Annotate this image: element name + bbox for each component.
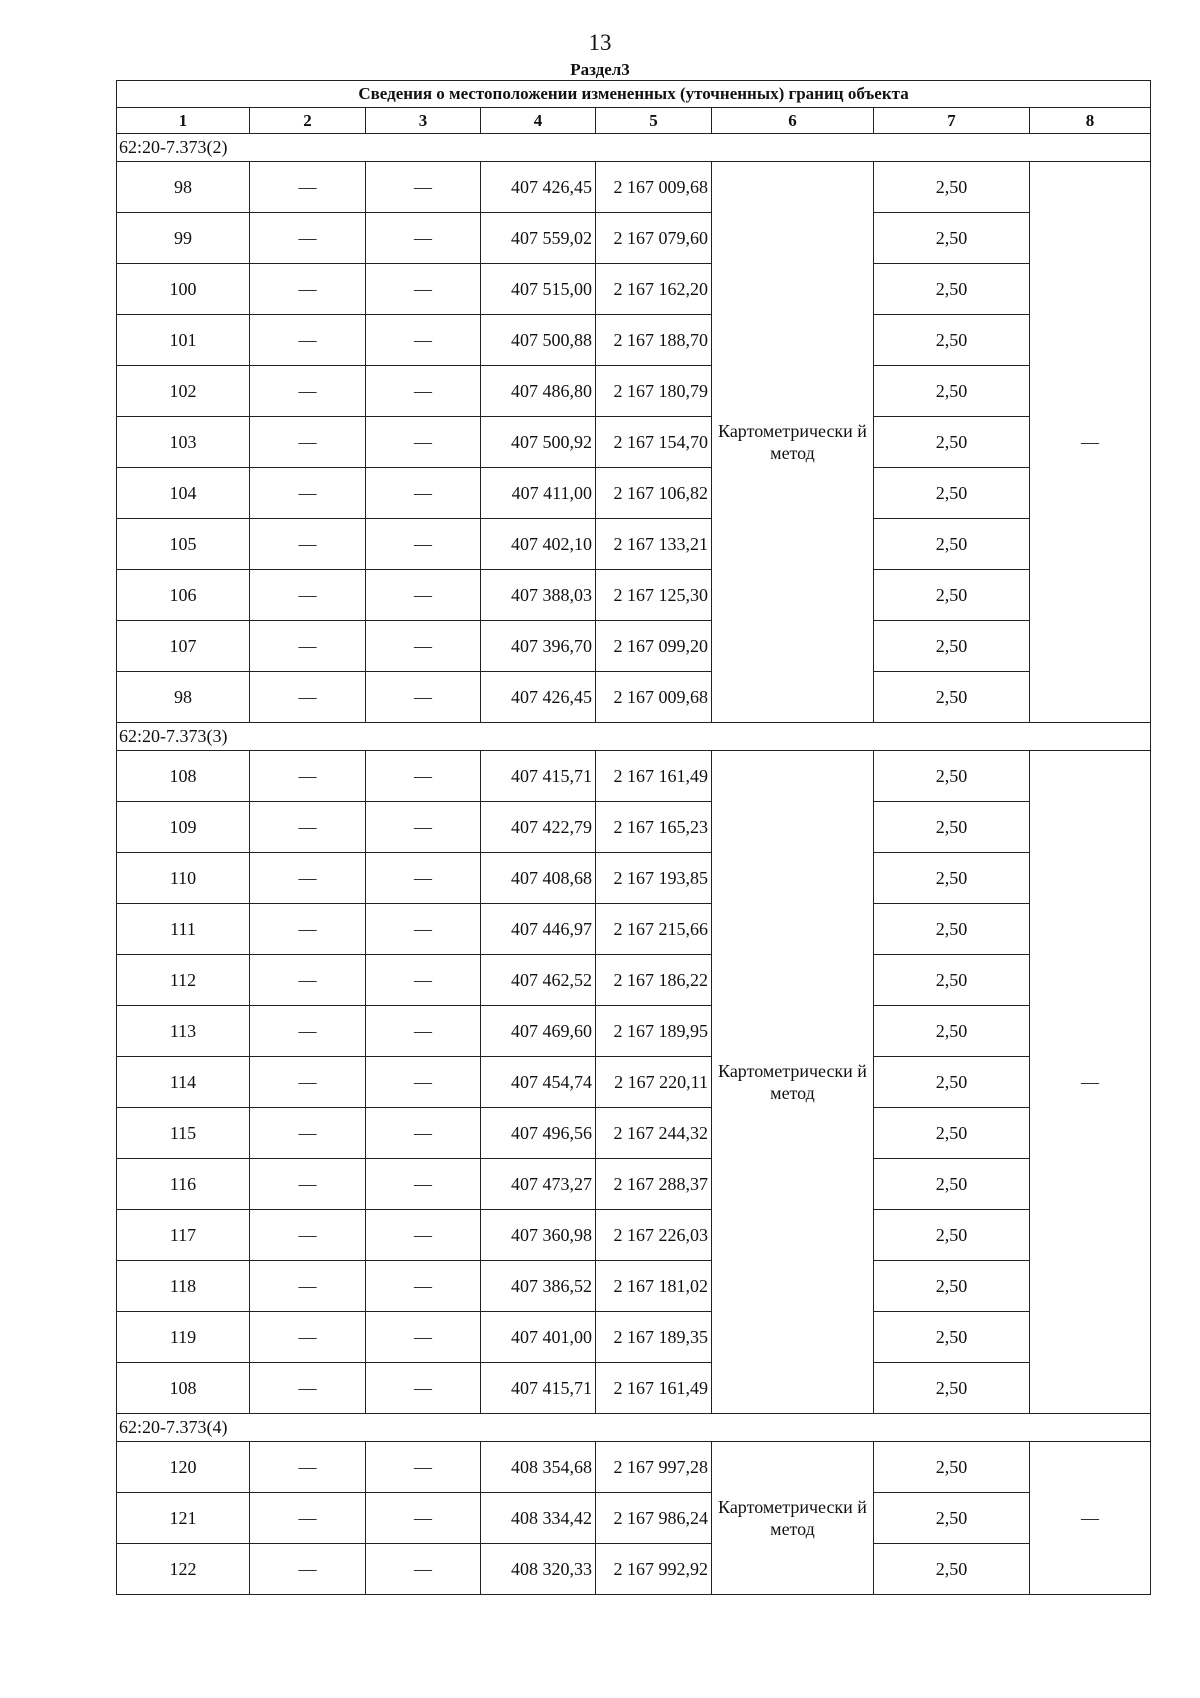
x-coordinate: 407 360,98	[481, 1210, 596, 1261]
table-row	[117, 315, 1151, 366]
x-coordinate: 407 500,92	[481, 417, 596, 468]
col2-value: —	[250, 904, 366, 955]
accuracy-value: 2,50	[874, 802, 1030, 853]
point-number: 104	[117, 468, 250, 519]
x-coordinate: 407 469,60	[481, 1006, 596, 1057]
col2-value: —	[250, 853, 366, 904]
accuracy-value: 2,50	[874, 1544, 1030, 1595]
point-number: 98	[117, 672, 250, 723]
table-row	[117, 468, 1151, 519]
y-coordinate: 2 167 220,11	[596, 1057, 712, 1108]
col8-value: —	[1030, 162, 1151, 723]
y-coordinate: 2 167 189,35	[596, 1312, 712, 1363]
table-row	[117, 672, 1151, 723]
y-coordinate: 2 167 997,28	[596, 1442, 712, 1493]
column-number-row	[117, 108, 1151, 134]
y-coordinate: 2 167 226,03	[596, 1210, 712, 1261]
y-coordinate: 2 167 288,37	[596, 1159, 712, 1210]
col3-value: —	[366, 1057, 481, 1108]
y-coordinate: 2 167 106,82	[596, 468, 712, 519]
col2-value: —	[250, 1544, 366, 1595]
table-caption-row	[117, 81, 1151, 108]
col2-value: —	[250, 1108, 366, 1159]
col2-value: —	[250, 519, 366, 570]
point-number: 107	[117, 621, 250, 672]
y-coordinate: 2 167 133,21	[596, 519, 712, 570]
accuracy-value: 2,50	[874, 672, 1030, 723]
y-coordinate: 2 167 181,02	[596, 1261, 712, 1312]
x-coordinate: 407 411,00	[481, 468, 596, 519]
table-row	[117, 417, 1151, 468]
x-coordinate: 407 402,10	[481, 519, 596, 570]
accuracy-value: 2,50	[874, 955, 1030, 1006]
parcel-id: 62:20-7.373(4)	[117, 1414, 1151, 1442]
parcel-header-row	[117, 723, 1151, 751]
y-coordinate: 2 167 244,32	[596, 1108, 712, 1159]
col2-value: —	[250, 802, 366, 853]
y-coordinate: 2 167 992,92	[596, 1544, 712, 1595]
section-title: Раздел3	[570, 60, 630, 79]
y-coordinate: 2 167 079,60	[596, 213, 712, 264]
table-row	[117, 1312, 1151, 1363]
column-number-1: 1	[117, 108, 250, 134]
table-row	[117, 1159, 1151, 1210]
accuracy-value: 2,50	[874, 751, 1030, 802]
col3-value: —	[366, 213, 481, 264]
y-coordinate: 2 167 009,68	[596, 162, 712, 213]
point-number: 112	[117, 955, 250, 1006]
point-number: 98	[117, 162, 250, 213]
x-coordinate: 407 386,52	[481, 1261, 596, 1312]
point-number: 106	[117, 570, 250, 621]
col2-value: —	[250, 366, 366, 417]
col3-value: —	[366, 315, 481, 366]
y-coordinate: 2 167 188,70	[596, 315, 712, 366]
y-coordinate: 2 167 165,23	[596, 802, 712, 853]
y-coordinate: 2 167 986,24	[596, 1493, 712, 1544]
x-coordinate: 407 446,97	[481, 904, 596, 955]
table-row	[117, 570, 1151, 621]
table-row	[117, 213, 1151, 264]
y-coordinate: 2 167 189,95	[596, 1006, 712, 1057]
accuracy-value: 2,50	[874, 1261, 1030, 1312]
accuracy-value: 2,50	[874, 162, 1030, 213]
col2-value: —	[250, 1210, 366, 1261]
col3-value: —	[366, 1312, 481, 1363]
col3-value: —	[366, 1544, 481, 1595]
point-number: 108	[117, 1363, 250, 1414]
accuracy-value: 2,50	[874, 315, 1030, 366]
x-coordinate: 407 396,70	[481, 621, 596, 672]
point-number: 117	[117, 1210, 250, 1261]
y-coordinate: 2 167 125,30	[596, 570, 712, 621]
method-cell: Картометрически й метод	[712, 162, 874, 723]
accuracy-value: 2,50	[874, 1159, 1030, 1210]
table-row	[117, 955, 1151, 1006]
col3-value: —	[366, 621, 481, 672]
table-row	[117, 904, 1151, 955]
col3-value: —	[366, 1006, 481, 1057]
point-number: 108	[117, 751, 250, 802]
table-row	[117, 1363, 1151, 1414]
col3-value: —	[366, 417, 481, 468]
col2-value: —	[250, 1312, 366, 1363]
col3-value: —	[366, 1493, 481, 1544]
point-number: 115	[117, 1108, 250, 1159]
table-row	[117, 519, 1151, 570]
accuracy-value: 2,50	[874, 1108, 1030, 1159]
y-coordinate: 2 167 154,70	[596, 417, 712, 468]
accuracy-value: 2,50	[874, 519, 1030, 570]
col2-value: —	[250, 570, 366, 621]
table-row	[117, 366, 1151, 417]
col3-value: —	[366, 904, 481, 955]
x-coordinate: 407 415,71	[481, 1363, 596, 1414]
accuracy-value: 2,50	[874, 853, 1030, 904]
point-number: 114	[117, 1057, 250, 1108]
point-number: 109	[117, 802, 250, 853]
col2-value: —	[250, 213, 366, 264]
accuracy-value: 2,50	[874, 417, 1030, 468]
x-coordinate: 407 486,80	[481, 366, 596, 417]
point-number: 121	[117, 1493, 250, 1544]
x-coordinate: 407 426,45	[481, 162, 596, 213]
table-row	[117, 264, 1151, 315]
point-number: 118	[117, 1261, 250, 1312]
col3-value: —	[366, 1108, 481, 1159]
col2-value: —	[250, 1261, 366, 1312]
table-row	[117, 1057, 1151, 1108]
page-number: 13	[588, 30, 612, 55]
col2-value: —	[250, 315, 366, 366]
x-coordinate: 408 334,42	[481, 1493, 596, 1544]
accuracy-value: 2,50	[874, 264, 1030, 315]
col3-value: —	[366, 366, 481, 417]
column-number-2: 2	[250, 108, 366, 134]
column-number-6: 6	[712, 108, 874, 134]
x-coordinate: 407 473,27	[481, 1159, 596, 1210]
col2-value: —	[250, 955, 366, 1006]
y-coordinate: 2 167 186,22	[596, 955, 712, 1006]
y-coordinate: 2 167 215,66	[596, 904, 712, 955]
accuracy-value: 2,50	[874, 570, 1030, 621]
col3-value: —	[366, 264, 481, 315]
point-number: 101	[117, 315, 250, 366]
point-number: 103	[117, 417, 250, 468]
accuracy-value: 2,50	[874, 213, 1030, 264]
x-coordinate: 407 496,56	[481, 1108, 596, 1159]
x-coordinate: 407 454,74	[481, 1057, 596, 1108]
col2-value: —	[250, 1057, 366, 1108]
col2-value: —	[250, 1363, 366, 1414]
col3-value: —	[366, 1261, 481, 1312]
table-row	[117, 853, 1151, 904]
col2-value: —	[250, 468, 366, 519]
x-coordinate: 407 426,45	[481, 672, 596, 723]
x-coordinate: 407 515,00	[481, 264, 596, 315]
table-row	[117, 162, 1151, 213]
table-row	[117, 1493, 1151, 1544]
table-row	[117, 1544, 1151, 1595]
col3-value: —	[366, 1159, 481, 1210]
x-coordinate: 407 408,68	[481, 853, 596, 904]
parcel-id: 62:20-7.373(2)	[117, 134, 1151, 162]
point-number: 105	[117, 519, 250, 570]
table-row	[117, 1442, 1151, 1493]
table-row	[117, 1108, 1151, 1159]
point-number: 100	[117, 264, 250, 315]
y-coordinate: 2 167 180,79	[596, 366, 712, 417]
parcel-header-row	[117, 1414, 1151, 1442]
accuracy-value: 2,50	[874, 1493, 1030, 1544]
col3-value: —	[366, 1442, 481, 1493]
boundary-points-table	[116, 80, 1151, 1595]
point-number: 111	[117, 904, 250, 955]
y-coordinate: 2 167 193,85	[596, 853, 712, 904]
accuracy-value: 2,50	[874, 1312, 1030, 1363]
col3-value: —	[366, 955, 481, 1006]
col2-value: —	[250, 162, 366, 213]
point-number: 113	[117, 1006, 250, 1057]
x-coordinate: 407 401,00	[481, 1312, 596, 1363]
point-number: 110	[117, 853, 250, 904]
y-coordinate: 2 167 161,49	[596, 1363, 712, 1414]
col2-value: —	[250, 621, 366, 672]
accuracy-value: 2,50	[874, 1057, 1030, 1108]
accuracy-value: 2,50	[874, 1210, 1030, 1261]
col3-value: —	[366, 751, 481, 802]
col3-value: —	[366, 1210, 481, 1261]
x-coordinate: 407 462,52	[481, 955, 596, 1006]
x-coordinate: 407 559,02	[481, 213, 596, 264]
table-row	[117, 1210, 1151, 1261]
col3-value: —	[366, 162, 481, 213]
col2-value: —	[250, 1159, 366, 1210]
col3-value: —	[366, 853, 481, 904]
x-coordinate: 407 500,88	[481, 315, 596, 366]
accuracy-value: 2,50	[874, 468, 1030, 519]
col3-value: —	[366, 519, 481, 570]
parcel-header-row	[117, 134, 1151, 162]
col2-value: —	[250, 672, 366, 723]
point-number: 119	[117, 1312, 250, 1363]
col2-value: —	[250, 264, 366, 315]
table-row	[117, 1006, 1151, 1057]
x-coordinate: 407 415,71	[481, 751, 596, 802]
col3-value: —	[366, 1363, 481, 1414]
column-number-7: 7	[874, 108, 1030, 134]
col3-value: —	[366, 570, 481, 621]
y-coordinate: 2 167 009,68	[596, 672, 712, 723]
table-row	[117, 1261, 1151, 1312]
method-cell: Картометрически й метод	[712, 1442, 874, 1595]
col3-value: —	[366, 802, 481, 853]
x-coordinate: 407 422,79	[481, 802, 596, 853]
col8-value: —	[1030, 1442, 1151, 1595]
y-coordinate: 2 167 162,20	[596, 264, 712, 315]
col2-value: —	[250, 1493, 366, 1544]
table-caption: Сведения о местоположении измененных (уточненных) границ объекта	[117, 81, 1151, 108]
table-row	[117, 621, 1151, 672]
y-coordinate: 2 167 161,49	[596, 751, 712, 802]
column-number-8: 8	[1030, 108, 1151, 134]
col2-value: —	[250, 417, 366, 468]
col3-value: —	[366, 468, 481, 519]
col2-value: —	[250, 1006, 366, 1057]
point-number: 102	[117, 366, 250, 417]
col2-value: —	[250, 1442, 366, 1493]
column-number-3: 3	[366, 108, 481, 134]
x-coordinate: 408 354,68	[481, 1442, 596, 1493]
table-row	[117, 802, 1151, 853]
x-coordinate: 407 388,03	[481, 570, 596, 621]
accuracy-value: 2,50	[874, 904, 1030, 955]
accuracy-value: 2,50	[874, 1442, 1030, 1493]
column-number-5: 5	[596, 108, 712, 134]
point-number: 122	[117, 1544, 250, 1595]
y-coordinate: 2 167 099,20	[596, 621, 712, 672]
x-coordinate: 408 320,33	[481, 1544, 596, 1595]
accuracy-value: 2,50	[874, 621, 1030, 672]
point-number: 116	[117, 1159, 250, 1210]
col2-value: —	[250, 751, 366, 802]
accuracy-value: 2,50	[874, 1006, 1030, 1057]
column-number-4: 4	[481, 108, 596, 134]
point-number: 120	[117, 1442, 250, 1493]
parcel-id: 62:20-7.373(3)	[117, 723, 1151, 751]
col8-value: —	[1030, 751, 1151, 1414]
table-row	[117, 751, 1151, 802]
accuracy-value: 2,50	[874, 366, 1030, 417]
col3-value: —	[366, 672, 481, 723]
accuracy-value: 2,50	[874, 1363, 1030, 1414]
method-cell: Картометрически й метод	[712, 751, 874, 1414]
point-number: 99	[117, 213, 250, 264]
